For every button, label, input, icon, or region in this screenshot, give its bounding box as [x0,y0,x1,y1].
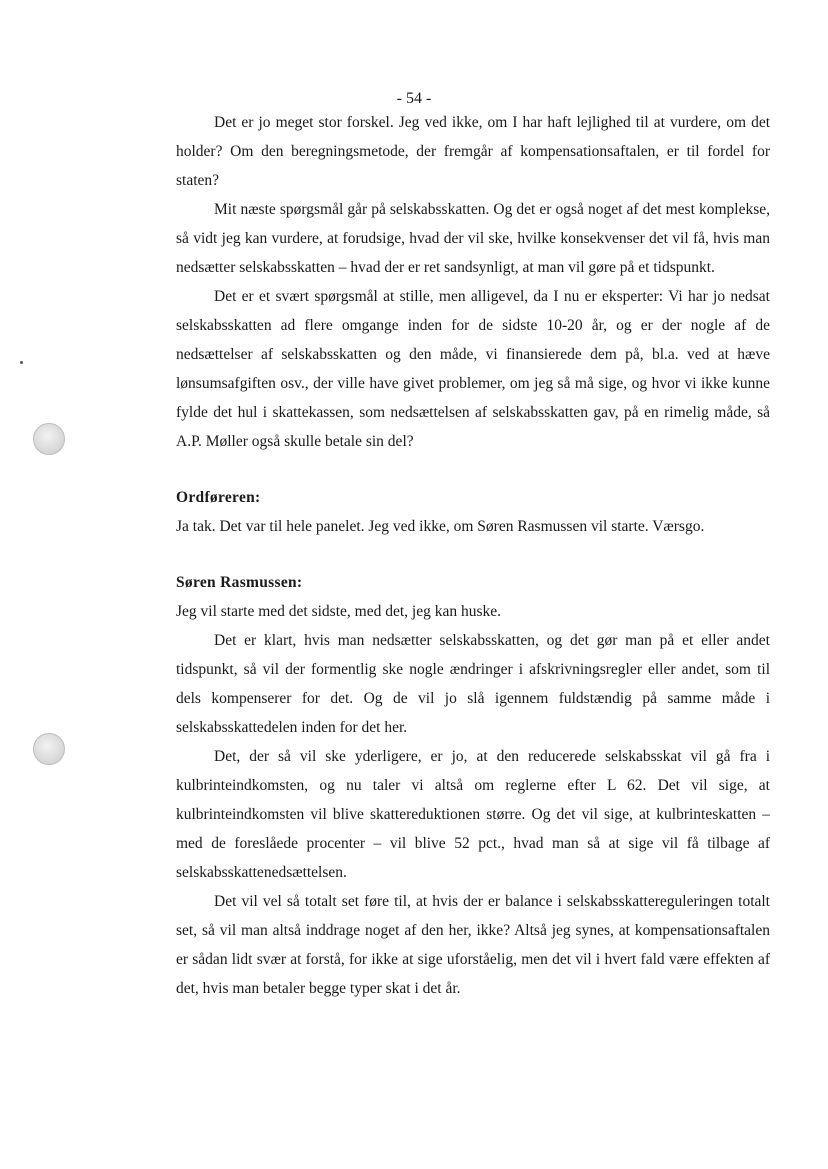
paragraph: Mit næste spørgsmål går på selskabsskatten. Og det er også noget af det mest komplekse, så vidt jeg kan vurdere, at forudsige, hvad der vil ske, hvilke konsekvenser det vil få, hvis man nedsætter selskabsskatten – hvad der er ret sandsynligt, at man vil gøre på et tidspunkt. [176,201,770,276]
scan-speck [20,361,23,364]
paragraph: Det er et svært spørgsmål at stille, men alligevel, da I nu er eksperter: Vi har jo nedsat selskabsskatten ad flere omgange inden for de sidste 10-20 år, og er der nogle af de nedsættelser af selskabsskatten og den måde, vi finansierede dem på, bl.a. ved at hæve lønsumsafgiften osv., der ville have givet problemer, om jeg så må sige, og hvor vi ikke kunne fylde det hul i skattekassen, som nedsættelsen af selskabsskatten gav, på en rimelig måde, så A.P. Møller også skulle betale sin del? [176,288,770,450]
punch-hole-top [33,423,65,455]
speaker-name: Søren Rasmussen: [176,574,303,591]
paragraph: Det vil vel så totalt set føre til, at hvis der er balance i selskabsskattereguleringen totalt set, så vil man altså inddrage noget af den her, ikke? Altså jeg synes, at kompensationsaftalen er sådan lidt svær at forstå, for ikke at sige uforståelig, men det vil i hvert fald være effekten af det, hvis man betaler begge typer skat i det år. [176,893,770,997]
punch-hole-bottom [33,733,65,765]
speaker-statement: Jeg vil starte med det sidste, med det, jeg kan huske. [176,603,501,620]
speaker-statement: Ja tak. Det var til hele panelet. Jeg ved ikke, om Søren Rasmussen vil starte. Værsgo. [176,518,705,535]
speaker-name: Ordføreren: [176,489,261,506]
paragraph: Det er klart, hvis man nedsætter selskabsskatten, og det gør man på et eller andet tidspunkt, så vil der formentlig ske nogle ændringer i afskrivningsregler eller andet, som til dels kompenserer for det. Og de vil jo slå igennem fuldstændig på samme måde i selskabsskattedelen inden for det her. [176,632,770,736]
paragraph: Det er jo meget stor forskel. Jeg ved ikke, om I har haft lejlighed til at vurdere, om det holder? Om den beregningsmetode, der fremgår af kompensationsaftalen, er til fordel for staten? [176,114,770,189]
paragraph: Det, der så vil ske yderligere, er jo, at den reducerede selskabsskat vil gå fra i kulbrinteindkomsten, og nu taler vi altså om reglerne efter L 62. Det vil sige, at kulbrinteindkomsten vil blive skattereduktionen større. Og det vil sige, at kulbrinteskatten – med de foreslåede procenter – vil blive 52 pct., hvad man så at sige vil få tilbage af selskabsskattenedsættelsen. [176,748,770,881]
document-body [176,108,770,1003]
page-number: - 54 - [396,90,432,107]
